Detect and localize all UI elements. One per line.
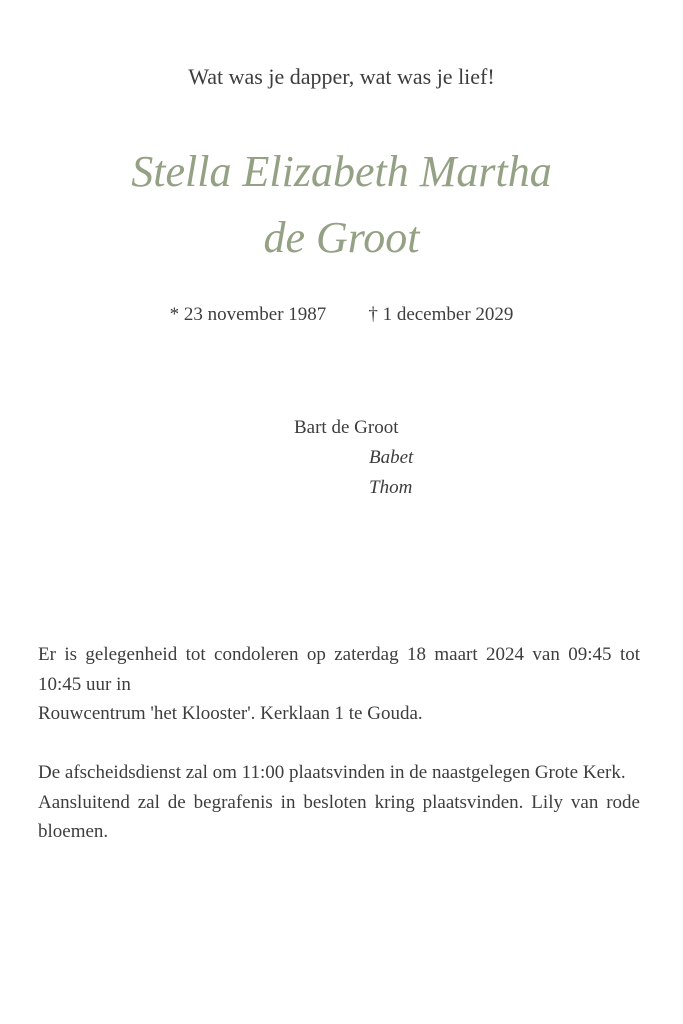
family-partner: Bart de Groot	[294, 417, 399, 438]
family-child: Thom	[369, 477, 413, 498]
birth-date: * 23 november 1987	[169, 304, 327, 325]
condolence-text: Er is gelegenheid tot condoleren op zaterdag 18 maart 2024 van 09:45 tot 10:45 uur in	[38, 644, 640, 695]
motto: Wat was je dapper, wat was je lief!	[188, 64, 495, 89]
burial-text: Aansluitend zal de begrafenis in besloten kring plaatsvinden. Lily van rode bloemen.	[38, 791, 640, 842]
deceased-name-line2: de Groot	[263, 213, 420, 262]
life-dates	[0, 304, 683, 326]
deceased-name-line1: Stella Elizabeth Martha	[131, 147, 552, 196]
service-text: De afscheidsdienst zal om 11:00 plaatsvinden in de naastgelegen Grote Kerk.	[38, 762, 626, 783]
death-date: † 1 december 2029	[368, 304, 514, 325]
family-child: Babet	[369, 447, 414, 468]
condolence-location: Rouwcentrum 'het Klooster'. Kerklaan 1 te Gouda.	[38, 703, 423, 724]
family-list	[294, 413, 413, 503]
announcement-text	[38, 640, 640, 847]
